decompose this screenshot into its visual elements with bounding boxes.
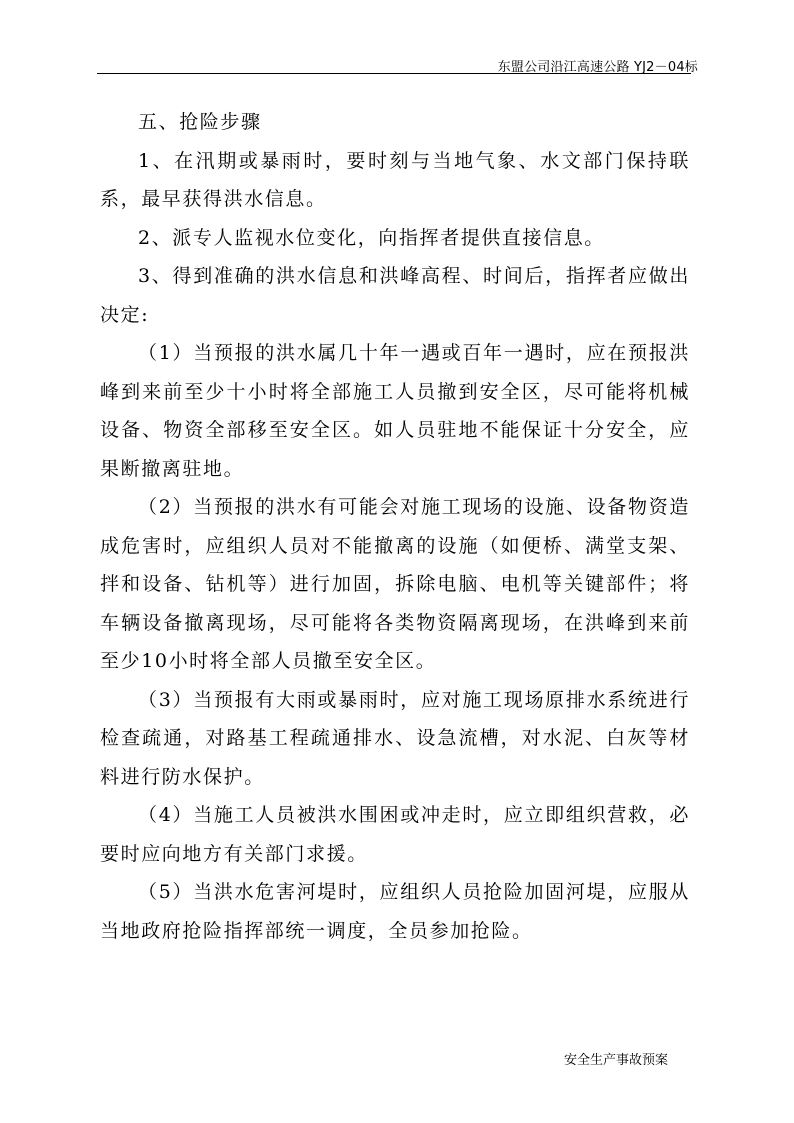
section-title: 五、抢险步骤 [138, 111, 262, 133]
paragraph-item-2: （2）当预报的洪水有可能会对施工现场的设施、设备物资造成危害时，应组织人员对不能撤离的设施（如便桥、满堂支架、拌和设备、钻机等）进行加固，拆除电脑、电机等关键部件；将车辆设备撤离现场，尽可能将各类物资隔离现场，在洪峰到来前至少10小时将全部人员撤至安全区。 [100, 496, 690, 672]
paragraph-item-4: （4）当施工人员被洪水围困或冲走时，应立即组织营救，必要时应向地方有关部门求援。 [100, 804, 690, 865]
paragraph-step-2: 2、派专人监视水位变化，向指挥者提供直接信息。 [138, 226, 605, 249]
page-header: 东盟公司沿江高速公路 YJ2－04标 [497, 60, 698, 75]
paragraph-item-1: （1）当预报的洪水属几十年一遇或百年一遇时，应在预报洪峰到来前至少十小时将全部施工人员撤到安全区，尽可能将机械设备、物资全部移至安全区。如人员驻地不能保证十分安全，应果断撤离驻地。 [100, 342, 690, 480]
paragraph-step-3: 3、得到准确的洪水信息和洪峰高程、时间后，指挥者应做出决定: [100, 265, 690, 326]
page-footer: 安全生产事故预案 [564, 1053, 669, 1068]
paragraph-step-1: 1、在汛期或暴雨时，要时刻与当地气象、水文部门保持联系，最早获得洪水信息。 [100, 149, 690, 210]
paragraph-item-5: （5）当洪水危害河堤时，应组织人员抢险加固河堤，应服从当地政府抢险指挥部统一调度，全员参加抢险。 [100, 881, 690, 942]
document-body [100, 103, 690, 950]
paragraph-item-3: （3）当预报有大雨或暴雨时，应对施工现场原排水系统进行检查疏通，对路基工程疏通排水、设急流槽，对水泥、白灰等材料进行防水保护。 [100, 688, 690, 788]
header-divider [97, 73, 691, 74]
